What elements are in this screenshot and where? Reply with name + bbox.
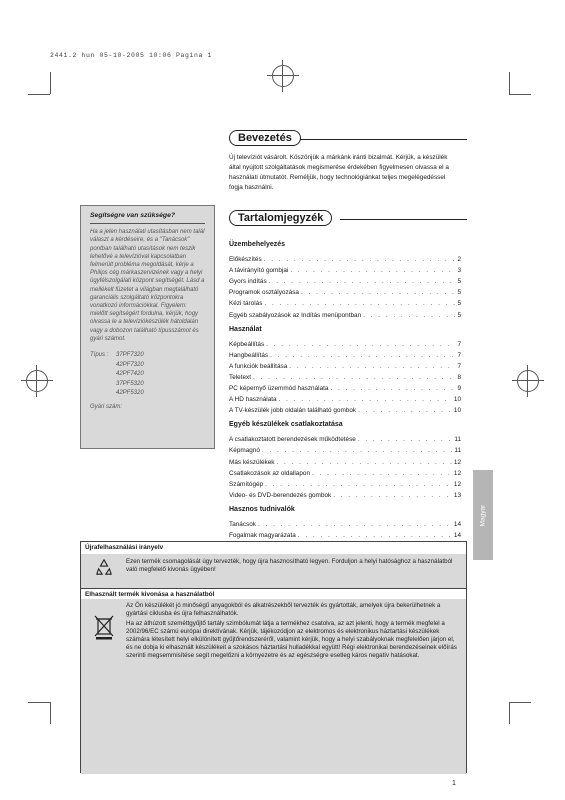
toc-entry-label: Hangbeállítás <box>229 351 269 359</box>
toc-leader-dots <box>265 481 452 488</box>
toc-entry-label: Csatlakozások az oldallapon <box>229 469 310 477</box>
recycle-icon <box>95 558 113 576</box>
crop-mark <box>50 72 51 94</box>
toc-entry-label: Képmagnó <box>229 447 260 455</box>
toc-leader-dots <box>264 256 456 263</box>
toc-entry <box>229 337 461 348</box>
crossed-bin-icon <box>93 614 115 640</box>
toc-entry-page: 12 <box>453 469 461 477</box>
toc-entry <box>229 443 461 454</box>
type-number: 37PF7320 <box>116 352 144 359</box>
toc-entry-label: Előkészítés <box>229 256 262 264</box>
type-number: 42PF7320 <box>116 361 144 368</box>
toc-entry-page: 12 <box>453 458 461 466</box>
crop-mark <box>509 702 531 703</box>
serial-label: Gyári szám: <box>90 404 123 411</box>
crop-mark <box>28 702 50 703</box>
registration-mark <box>272 65 294 87</box>
toc-entry-label: Teletext <box>229 373 252 381</box>
toc-entry-label: Fogalmak magyarázata <box>229 531 296 539</box>
toc-entry-label: Video- és DVD-berendezés gombok <box>229 491 332 499</box>
type-number: 42PF5320 <box>116 390 144 397</box>
help-box <box>80 205 215 449</box>
toc-title: Tartalomjegyzék <box>229 210 332 226</box>
toc-entry <box>229 488 461 499</box>
page-number: 1 <box>452 780 456 787</box>
toc-entry-page: 11 <box>454 436 461 444</box>
crop-mark <box>509 94 531 95</box>
toc-entry-label: Programok osztályozása <box>229 289 299 297</box>
toc-leader-dots <box>290 267 455 274</box>
language-label: Magyar <box>479 504 487 526</box>
toc-entry-page: 7 <box>457 362 461 370</box>
intro-title: Bevezetés <box>229 130 301 146</box>
toc-entry-page: 7 <box>457 340 461 348</box>
toc-entry-page: 12 <box>453 480 461 488</box>
toc-entry-page: 13 <box>453 491 461 499</box>
toc-leader-dots <box>270 352 455 359</box>
toc-leader-dots <box>330 385 455 392</box>
toc-entry-page: 5 <box>457 278 461 286</box>
toc-entry-page: 11 <box>454 447 461 455</box>
toc-entry <box>229 359 461 370</box>
toc-entry <box>229 252 461 263</box>
toc-leader-dots <box>266 341 455 348</box>
toc-leader-dots <box>298 532 452 539</box>
toc-entry-label: Kézi tárolás <box>229 300 263 308</box>
toc-leader-dots <box>279 396 452 403</box>
toc-leader-dots <box>333 492 452 499</box>
toc-leader-dots <box>276 459 451 466</box>
crop-mark <box>28 94 50 95</box>
intro-text: Új televíziót vásárolt. Köszönjük a márkánk iránti bizalmát. Kérjük, a készülék által nyújtott szolgáltatások megismerése érdekében figyelmesen olvassa el a használati útmutatót. Reméljük, hogy technológiánkat teljes megelégedéssel fogja használni. <box>229 154 449 191</box>
toc-entry <box>229 517 461 528</box>
toc-entry-label: Gyors indítás <box>229 278 267 286</box>
recycling-text: Ezen termék csomagolását úgy tervezték, hogy újra hasznosítható legyen. Forduljon a helyi hatósághoz a használatból való megfelelő kivonás ügyében! <box>126 558 453 574</box>
toc-group-title: Egyéb készülékek csatlakoztatása <box>229 421 343 429</box>
type-label: Típus : <box>90 352 109 359</box>
disposal-text-1: Az Ön készülékét jó minőségű anyagokból és alkatrészekből tervezték és gyártották, amelyek újra bekerülhetnek a gyártási ciklusba és újra felhasználhatók. <box>126 602 441 618</box>
section-rule <box>340 219 467 220</box>
toc-entry-page: 10 <box>453 407 461 415</box>
toc-leader-dots <box>301 289 455 296</box>
toc-entry <box>229 348 461 359</box>
section-rule <box>300 139 467 140</box>
toc-entry-page: 5 <box>457 311 461 319</box>
toc-entry <box>229 285 461 296</box>
toc-entry <box>229 403 461 414</box>
toc-entry-page: 14 <box>453 520 461 528</box>
toc-entry-page: 8 <box>457 373 461 381</box>
toc-entry <box>229 263 461 274</box>
toc-entry-label: A távirányító gombjai <box>229 267 289 275</box>
toc-entry <box>229 432 461 443</box>
crop-mark <box>509 702 510 724</box>
toc-entry-page: 5 <box>457 300 461 308</box>
crop-mark <box>50 702 51 724</box>
language-tab <box>473 470 493 560</box>
toc-entry-page: 2 <box>457 256 461 264</box>
toc-leader-dots <box>258 521 452 528</box>
toc-entry <box>229 466 461 477</box>
toc-entry-page: 10 <box>453 396 461 404</box>
toc-leader-dots <box>289 363 455 370</box>
toc-group-title: Használat <box>229 325 262 333</box>
toc-entry-label: A HD használata <box>229 396 277 404</box>
toc-entry-page: 14 <box>453 531 461 539</box>
toc-entry-page: 9 <box>457 385 461 393</box>
type-number: 42PF7420 <box>116 371 144 378</box>
toc-entry <box>229 392 461 403</box>
print-header: 2441.2 hun 05-10-2005 10:06 Pagina 1 <box>50 52 213 59</box>
toc-entry-label: Számítógép <box>229 480 264 488</box>
toc-entry-page: 5 <box>457 289 461 297</box>
toc-entry-label: Képbeállítás <box>229 340 265 348</box>
registration-mark <box>26 370 48 392</box>
disposal-title: Elhasznált termék kivonása a használatból <box>85 591 215 598</box>
recycling-title: Újrafelhasználási irányelv <box>85 544 164 551</box>
toc-leader-dots <box>358 407 452 414</box>
toc-entry-label: Más készülékek <box>229 458 275 466</box>
toc-entry-label: A TV-készülék jobb oldalán található gombok <box>229 407 357 415</box>
toc-entry <box>229 307 461 318</box>
toc-leader-dots <box>269 278 456 285</box>
toc-entry <box>229 477 461 488</box>
toc-leader-dots <box>312 470 452 477</box>
toc-entry-label: PC képernyő üzemmód használata <box>229 385 329 393</box>
toc-entry-label: A csatlakoztatott berendezések működtetése <box>229 436 356 444</box>
environment-info-box <box>80 541 467 773</box>
toc-entry-label: Tanácsok <box>229 520 256 528</box>
toc-leader-dots <box>358 436 453 443</box>
table-of-contents <box>229 234 461 539</box>
toc-entry <box>229 296 461 307</box>
help-title: Segítségre van szüksége? <box>90 212 205 224</box>
toc-leader-dots <box>253 374 455 381</box>
toc-leader-dots <box>264 300 455 307</box>
type-list <box>90 351 205 399</box>
toc-leader-dots <box>363 312 455 319</box>
toc-group-title: Hasznos tudnivalók <box>229 505 295 513</box>
disposal-text-2: Ha az áthúzott szeméttgyűjtő tartály szimbólumát látja a termékhez csatolva, az azt jelenti, hogy a termék megfelel a 2002/96/EC számú európai direktívának. Kérjük, tájékozódjon az elektromos és elektronikus háztartási készülékek számára létesített helyi elkülönített gyűjtőrendszeréről, valamint kérjük, hogy a helyi szabályoknak megfelelően járjon el, és ne dobja ki elhasznált készülékeit a szokásos háztartási hulladékkal együtt! Régi elektronikai berendezéseinek előírás szerinti megsemmisítése segít megelőzni a környezetre és az egészségre esetleg káros negatív hatásokat. <box>126 620 457 660</box>
registration-mark <box>517 370 539 392</box>
toc-leader-dots <box>262 447 452 454</box>
toc-entry-label: A funkciók beállítása <box>229 362 288 370</box>
toc-entry-label: Egyéb szabályozások az Indítás menüpontban <box>229 311 362 319</box>
crop-mark <box>509 72 510 94</box>
toc-entry-page: 7 <box>457 351 461 359</box>
help-text: Ha a jelen használati utasításban nem talál választ a kérdéseire, és a "Tanácsok" pontban található utasítások nem teszik lehetővé a televízióval kapcsolatban felmerült probléma megoldását, kérje a Philips cég márkaszervizének vagy a helyi ügyfélszolgálati központ segítségét. Lásd a mellékelt füzetet a világban megtalálható garanciális szolgáltató központokra vonatkozó információkkal. Figyelem: mielőtt segítségért fordulna, kérjük, hogy olvassa le a televíziókészülék hátoldalán vagy a dobozon található típusszámot és gyári számot. <box>90 229 205 342</box>
toc-entry <box>229 370 461 381</box>
toc-entry <box>229 381 461 392</box>
type-number: 37PF5320 <box>116 380 144 387</box>
toc-entry <box>229 274 461 285</box>
toc-entry <box>229 528 461 539</box>
toc-entry <box>229 454 461 465</box>
toc-entry-page: 3 <box>457 267 461 275</box>
toc-group-title: Üzembehelyezés <box>229 241 286 248</box>
